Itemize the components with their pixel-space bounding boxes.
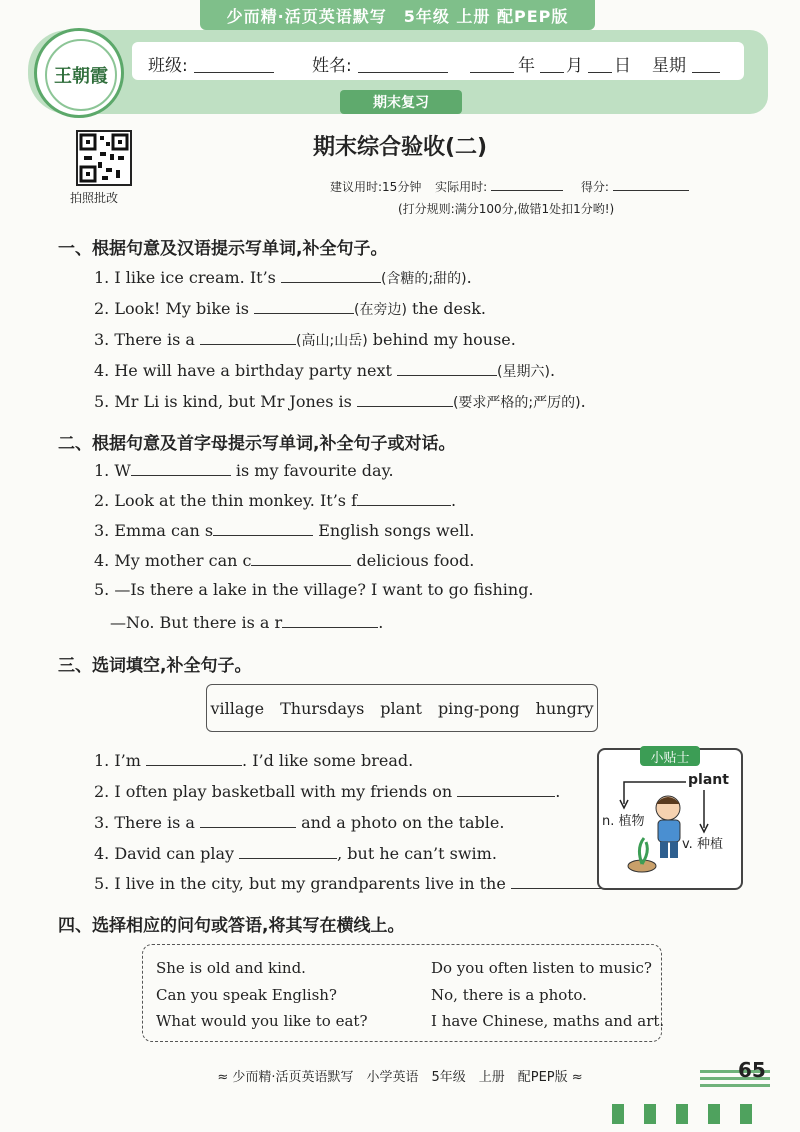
footer-block bbox=[740, 1104, 752, 1124]
s1-q2-post: the desk. bbox=[406, 299, 486, 318]
footer-stripe bbox=[700, 1084, 770, 1087]
s3-q4-text: 4. David can play bbox=[94, 844, 240, 863]
page-footer: ≈ 少而精·活页英语默写 小学英语 5年级 上册 配PEP版 ≈ bbox=[217, 1070, 583, 1085]
s2-q4-blank[interactable] bbox=[251, 550, 351, 566]
s3-q4-post: , but he can’t swim. bbox=[337, 844, 497, 863]
s1-question bbox=[94, 267, 472, 288]
s3-q4-blank[interactable] bbox=[239, 843, 337, 859]
s2-q3-text: 3. Emma can s bbox=[94, 521, 214, 540]
suggested-time: 建议用时:15分钟 bbox=[330, 180, 422, 194]
sentence-option: What would you like to eat? bbox=[156, 1012, 368, 1030]
s3-q3-blank[interactable] bbox=[200, 812, 296, 828]
page-number: 65 bbox=[738, 1058, 766, 1082]
footer-block bbox=[612, 1104, 624, 1124]
footer-block bbox=[676, 1104, 688, 1124]
word-bank-item: plant bbox=[380, 698, 422, 718]
year-field[interactable] bbox=[470, 54, 514, 73]
s3-question bbox=[94, 812, 504, 832]
s2-q1-post: is my favourite day. bbox=[230, 461, 394, 480]
s1-q5-post: . bbox=[580, 392, 586, 411]
scoring-rule: (打分规则:满分100分,做错1处扣1分哟!) bbox=[398, 202, 615, 216]
footer-block bbox=[708, 1104, 720, 1124]
s2-question bbox=[94, 490, 456, 510]
s3-q5-text: 5. I live in the city, but my grandparents live in the bbox=[94, 874, 511, 893]
s3-q2-text: 2. I often play basketball with my friends on bbox=[94, 782, 458, 801]
tip-tag: 小贴士 bbox=[640, 746, 700, 766]
footer-block bbox=[644, 1104, 656, 1124]
month-field[interactable] bbox=[540, 54, 564, 73]
name-field[interactable] bbox=[358, 54, 448, 73]
weekday-field[interactable] bbox=[692, 54, 720, 73]
s1-q1-hint: (含糖的;甜的) bbox=[380, 271, 467, 287]
s3-q1-post: . I’d like some bread. bbox=[242, 751, 414, 770]
s2-q5-post: . bbox=[378, 613, 384, 632]
s1-q2-blank[interactable] bbox=[254, 298, 354, 314]
s3-q2-blank[interactable] bbox=[457, 781, 555, 797]
s3-question bbox=[94, 873, 616, 893]
s1-question bbox=[94, 329, 516, 350]
qr-label: 拍照批改 bbox=[70, 191, 119, 205]
section3-heading: 三、选词填空,补全句子。 bbox=[58, 656, 252, 676]
tip-noun: n. 植物 bbox=[602, 814, 645, 829]
s1-q1-text: 1. I like ice cream. It’s bbox=[94, 268, 281, 287]
s3-q1-blank[interactable] bbox=[146, 750, 242, 766]
s1-q3-post: behind my house. bbox=[367, 330, 516, 349]
s2-question bbox=[94, 580, 534, 599]
s3-q5-blank[interactable] bbox=[511, 873, 611, 889]
s2-q3-post: English songs well. bbox=[313, 521, 475, 540]
s2-question bbox=[94, 520, 474, 540]
s1-q1-blank[interactable] bbox=[281, 267, 381, 283]
s1-question bbox=[94, 391, 586, 412]
section1-heading: 一、根据句意及汉语提示写单词,补全句子。 bbox=[58, 239, 388, 259]
s2-q2-post: . bbox=[451, 491, 457, 510]
s2-question bbox=[110, 612, 383, 632]
score-label: 得分: bbox=[580, 180, 609, 194]
s2-q1-blank[interactable] bbox=[131, 460, 231, 476]
s2-q4-text: 4. My mother can c bbox=[94, 551, 252, 570]
tip-verb: v. 种植 bbox=[682, 837, 723, 852]
timing-row bbox=[330, 175, 689, 195]
s2-q5-text: 5. —Is there a lake in the village? I want to go fishing. bbox=[94, 580, 534, 599]
word-bank-item: Thursdays bbox=[280, 698, 365, 718]
s1-q3-text: 3. There is a bbox=[94, 330, 201, 349]
word-bank-item: ping-pong bbox=[437, 698, 520, 718]
sentence-option: Do you often listen to music? bbox=[431, 959, 652, 977]
day-label: 日 bbox=[614, 56, 631, 76]
section2-heading: 二、根据句意及首字母提示写单词,补全句子或对话。 bbox=[58, 434, 456, 454]
s3-q1-text: 1. I’m bbox=[94, 751, 147, 770]
s1-q5-blank[interactable] bbox=[357, 391, 453, 407]
s3-q2-post: . bbox=[555, 782, 561, 801]
class-label: 班级: bbox=[148, 56, 188, 76]
s3-q3-text: 3. There is a bbox=[94, 813, 201, 832]
s1-question bbox=[94, 298, 486, 319]
weekday-label: 星期 bbox=[652, 56, 686, 76]
sentence-option: Can you speak English? bbox=[156, 986, 337, 1004]
s1-q3-blank[interactable] bbox=[200, 329, 296, 345]
s3-question bbox=[94, 781, 560, 801]
s1-q4-post: . bbox=[549, 361, 556, 380]
s2-q2-text: 2. Look at the thin monkey. It’s f bbox=[94, 491, 358, 510]
s2-q2-blank[interactable] bbox=[357, 490, 451, 506]
s2-q1-text: 1. W bbox=[94, 461, 131, 480]
s2-q5-blank[interactable] bbox=[282, 612, 378, 628]
s2-question bbox=[94, 460, 394, 480]
s1-q2-text: 2. Look! My bike is bbox=[94, 299, 254, 318]
s3-question bbox=[94, 843, 497, 863]
s2-question bbox=[94, 550, 474, 570]
s3-question bbox=[94, 750, 413, 770]
s1-q2-hint: (在旁边) bbox=[353, 302, 407, 318]
word-bank-item: hungry bbox=[535, 698, 594, 718]
section-tag: 期末复习 bbox=[340, 90, 462, 114]
s1-q3-hint: (高山;山岳) bbox=[296, 333, 368, 349]
s1-q5-hint: (要求严格的;严厉的) bbox=[452, 395, 581, 411]
logo-text: 王朝霞 bbox=[45, 39, 117, 111]
s1-q4-blank[interactable] bbox=[397, 360, 497, 376]
page-title: 期末综合验收(二) bbox=[312, 135, 488, 160]
tip-word: plant bbox=[688, 772, 729, 788]
s2-q3-blank[interactable] bbox=[213, 520, 313, 536]
name-label: 姓名: bbox=[312, 56, 352, 76]
s1-q5-text: 5. Mr Li is kind, but Mr Jones is bbox=[94, 392, 357, 411]
brand-logo bbox=[34, 28, 124, 118]
actual-time-field[interactable] bbox=[491, 175, 563, 191]
series-banner: 少而精·活页英语默写 5年级 上册 配PEP版 bbox=[200, 0, 595, 30]
day-field[interactable] bbox=[588, 54, 612, 73]
s1-question bbox=[94, 360, 555, 381]
s2-q4-post: delicious food. bbox=[351, 551, 475, 570]
section4-heading: 四、选择相应的问句或答语,将其写在横线上。 bbox=[58, 916, 405, 936]
s1-q4-hint: (星期六) bbox=[497, 364, 550, 380]
sentence-option: I have Chinese, maths and art. bbox=[431, 1012, 665, 1030]
s3-q3-post: and a photo on the table. bbox=[296, 813, 505, 832]
sentence-option: She is old and kind. bbox=[156, 959, 306, 977]
year-label: 年 bbox=[518, 56, 535, 76]
sentence-option: No, there is a photo. bbox=[431, 986, 587, 1004]
month-label: 月 bbox=[566, 56, 583, 76]
student-info-bar bbox=[132, 42, 744, 80]
s1-q4-text: 4. He will have a birthday party next bbox=[94, 361, 397, 380]
word-bank-item: village bbox=[210, 698, 265, 718]
s2-q5-reply: —No. But there is a r bbox=[110, 613, 283, 632]
s1-q1-post: . bbox=[466, 268, 472, 287]
class-field[interactable] bbox=[194, 54, 274, 73]
score-field[interactable] bbox=[613, 175, 689, 191]
actual-time-label: 实际用时: bbox=[435, 180, 488, 194]
word-bank bbox=[206, 684, 598, 732]
